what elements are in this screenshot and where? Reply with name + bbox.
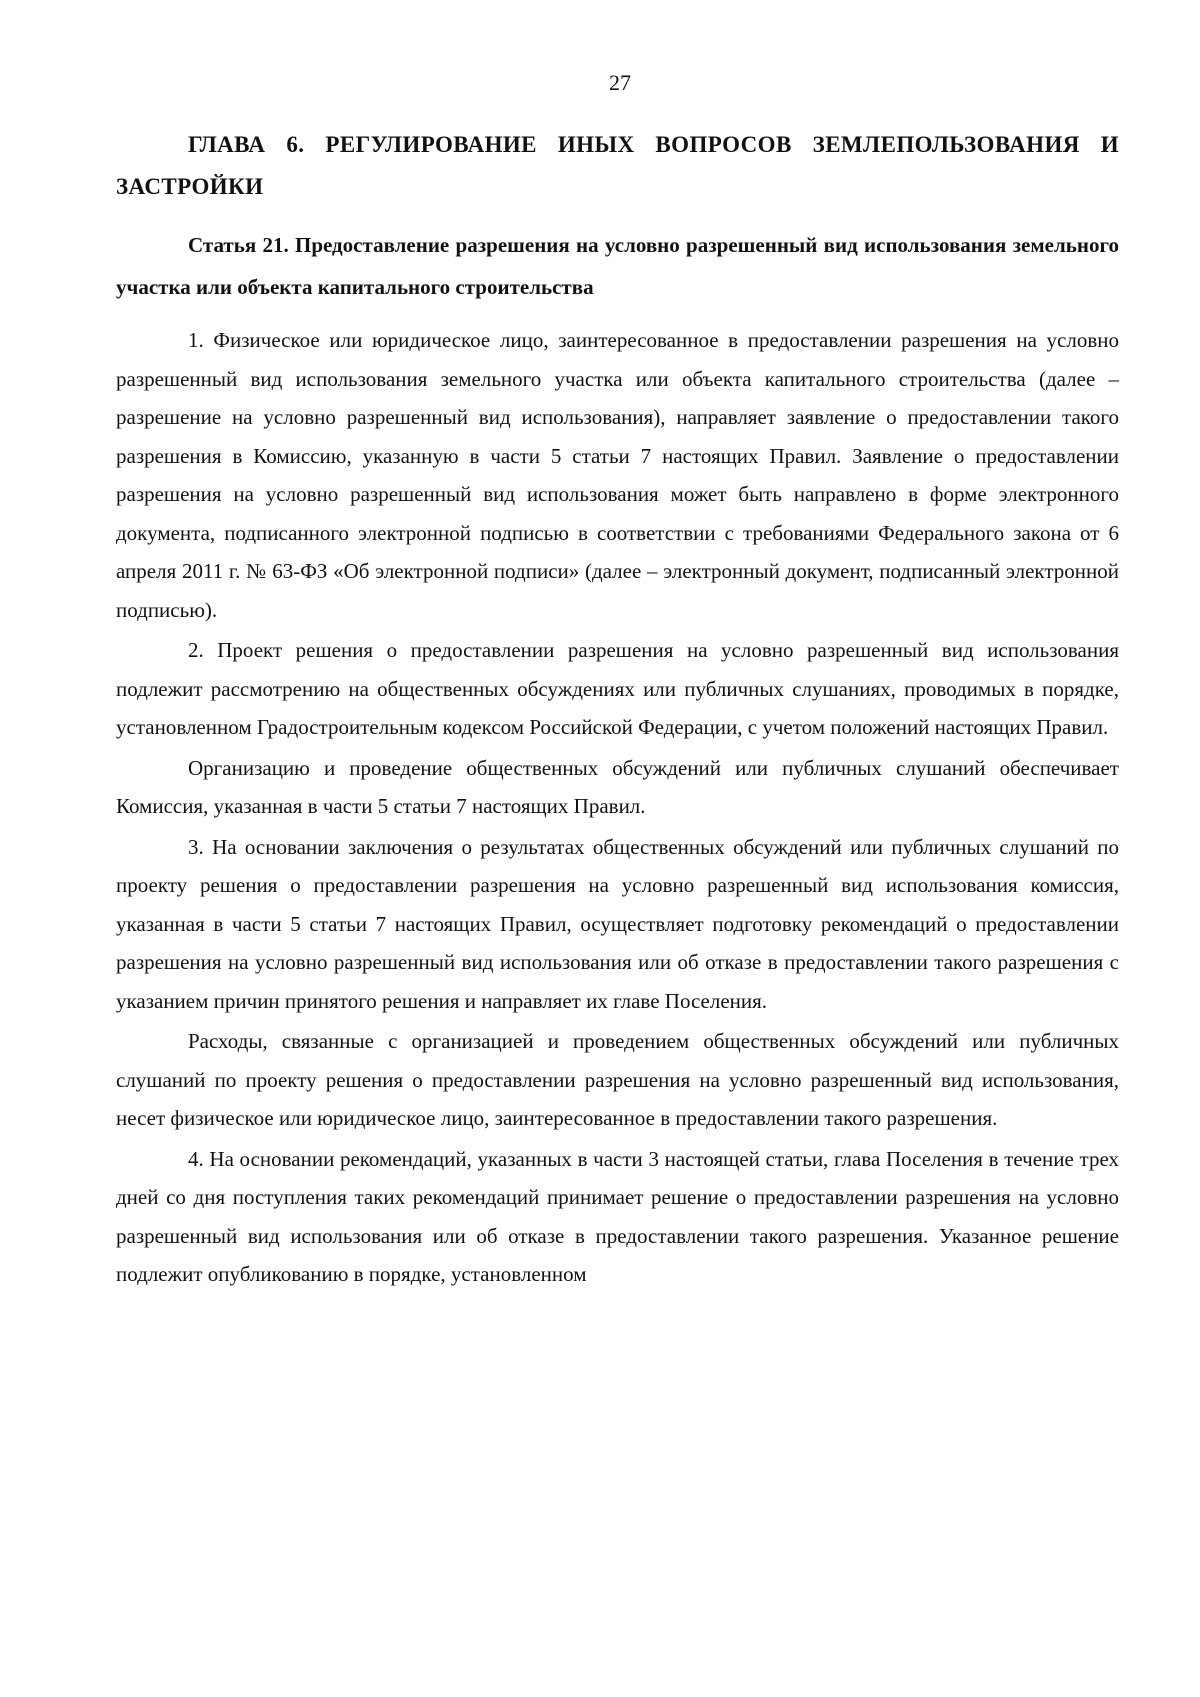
- paragraph-3: 3. На основании заключения о результатах общественных обсуждений или публичных слушаний по проекту решения о предоставлении разрешения на условно разрешенный вид использования комиссия, указанная в части 5 статьи 7 настоящих Правил, осуществляет подготовку рекомендаций о предоставлении разрешения на условно разрешенный вид использования или об отказе в предоставлении такого разрешения с указанием причин принятого решения и направляет их главе Поселения.: [116, 834, 1119, 1013]
- page-number: 27: [609, 70, 631, 95]
- paragraph-2: 2. Проект решения о предоставлении разрешения на условно разрешенный вид использования подлежит рассмотрению на общественных обсуждениях или публичных слушаниях, проводимых в порядке, установленном Градостроительным кодексом Российской Федерации, с учетом положений настоящих Правил.: [116, 638, 1119, 739]
- article-title: Статья 21. Предоставление разрешения на условно разрешенный вид использования земельного участка или объекта капитального строительства: [116, 233, 1119, 299]
- paragraph-4: 4. На основании рекомендаций, указанных в части 3 настоящей статьи, глава Поселения в течение трех дней со дня поступления таких рекомендаций принимает решение о предоставлении разрешения на условно разрешенный вид использования или об отказе в предоставлении такого разрешения. Указанное решение подлежит опубликованию в порядке, установленном: [116, 1146, 1119, 1286]
- paragraph-1: 1. Физическое или юридическое лицо, заинтересованное в предоставлении разрешения на условно разрешенный вид использования земельного участка или объекта капитального строительства (далее – разрешение на условно разрешенный вид использования), направляет заявление о предоставлении такого разрешения в Комиссию, указанную в части 5 статьи 7 настоящих Правил. Заявление о предоставлении разрешения на условно разрешенный вид использования может быть направлено в форме электронного документа, подписанного электронной подписью в соответствии с требованиями Федерального закона от 6 апреля 2011 г. № 63-ФЗ «Об электронной подписи» (далее – электронный документ, подписанный электронной подписью).: [116, 328, 1119, 622]
- chapter-title: ГЛАВА 6. РЕГУЛИРОВАНИЕ ИНЫХ ВОПРОСОВ ЗЕМЛЕПОЛЬЗОВАНИЯ И ЗАСТРОЙКИ: [116, 132, 1119, 199]
- paragraph-3-continued: Расходы, связанные с организацией и проведением общественных обсуждений или публичных слушаний по проекту решения о предоставлении разрешения на условно разрешенный вид использования, несет физическое или юридическое лицо, заинтересованное в предоставлении такого разрешения.: [116, 1029, 1119, 1130]
- page-content: [116, 124, 1119, 1294]
- paragraph-2-continued: Организацию и проведение общественных обсуждений или публичных слушаний обеспечивает Комиссия, указанная в части 5 статьи 7 настоящих Правил.: [116, 755, 1119, 818]
